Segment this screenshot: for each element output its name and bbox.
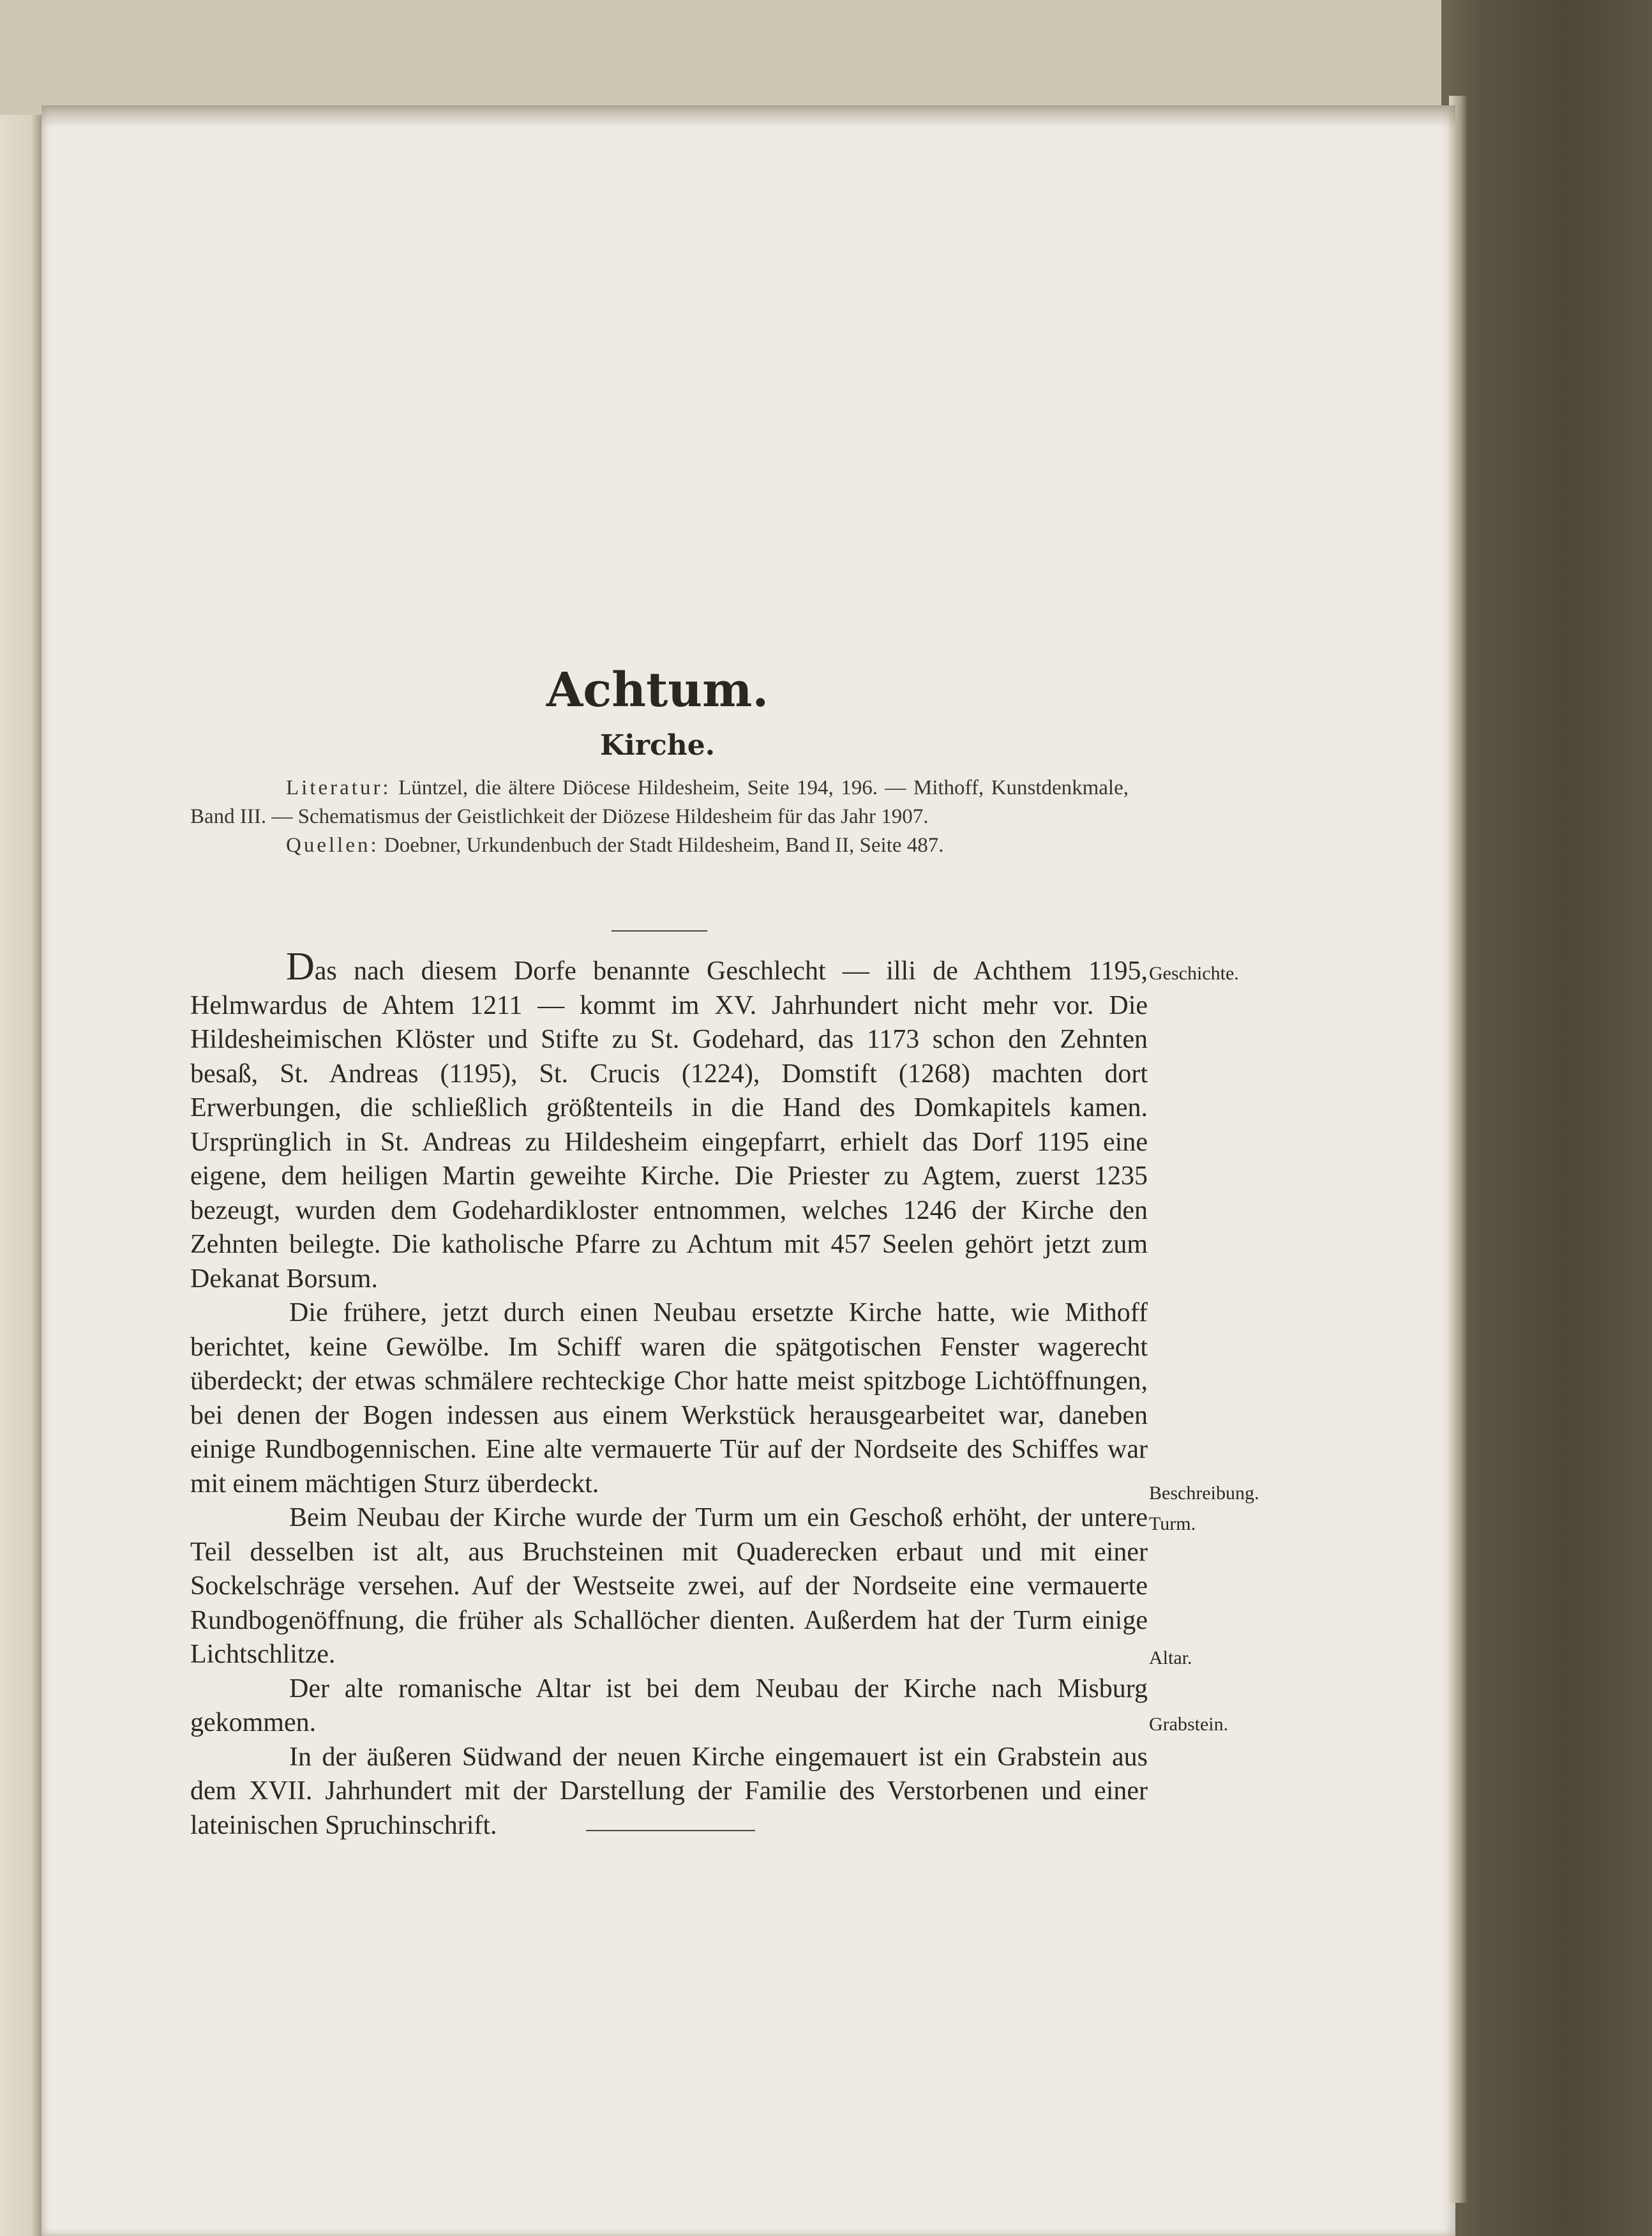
sources-text: Doebner, Urkundenbuch der Stadt Hildesheim, Band II, Seite 487. — [384, 834, 944, 857]
paragraph-history-text: as nach diesem Dorfe benannte Geschlecht — illi de Achthem 1195, Helmwardus de Ahtem 1211 — kommt im XV. Jahrhundert nicht mehr vor. Die Hildesheimischen Klöster und Stifte zu St. Godehard, das 1173 schon den Zehnten besaß, St. Andreas (1195), St. Crucis (1224), Domstift (1268) machten dort Erwerbungen, die schließlich größtenteils in die Hand des Domkapitels kamen. Ursprünglich in St. Andreas zu Hildesheim eingepfarrt, erhielt das Dorf 1195 eine eigene, dem heiligen Martin geweihte Kirche. Die Priester zu Agtem, zuerst 1235 bezeugt, wurden dem Godehardikloster entnommen, welches 1246 der Kirche den Zehnten beilegte. Die katholische Pfarre zu Achtum mit 457 Seelen gehört jetzt zum Dekanat Borsum. — [190, 956, 1148, 1294]
paragraph-gravestone: In der äußeren Südwand der neuen Kirche eingemauert ist ein Grabstein aus dem XVII. Jahrhundert mit der Darstellung der Familie des Verstorbenen und einer lateinischen Spruchinschrift. — [190, 1742, 1148, 1840]
literature-block — [190, 774, 1129, 860]
end-rule — [586, 1830, 755, 1831]
margin-note-beschreibung: Beschreibung. — [1149, 1483, 1259, 1504]
section-subtitle: Kirche. — [599, 729, 716, 762]
divider-rule — [612, 930, 707, 932]
paragraph-history — [190, 945, 1148, 1296]
margin-note-grabstein: Grabstein. — [1149, 1714, 1229, 1735]
page-edge — [1449, 96, 1468, 2203]
margin-note-turm: Turm. — [1149, 1513, 1196, 1534]
paragraph-altar: Der alte romanische Altar ist bei dem Neubau der Kirche nach Misburg gekommen. — [190, 1673, 1148, 1737]
literature-label: Literatur: — [286, 776, 391, 799]
drop-cap: D — [286, 945, 315, 988]
sources-label: Quellen: — [286, 834, 379, 857]
margin-note-geschichte: Geschichte. — [1149, 963, 1239, 984]
paragraph-description: Die frühere, jetzt durch einen Neubau ersetzte Kirche hatte, wie Mithoff berichtet, keine Gewölbe. Im Schiff waren die spätgotischen Fenster wagerecht überdeckt; der etwas schmälere rechteckige Chor hatte meist spitzboge Lichtöffnungen, bei denen der Bogen indessen aus einem Werkstück herausgearbeitet war, daneben einige Rundbogennischen. Eine alte vermauerte Tür auf der Nordseite des Schiffes war mit einem mächtigen Sturz überdeckt. — [190, 1298, 1148, 1499]
body-text — [190, 945, 1148, 1843]
sources-paragraph — [190, 831, 1129, 860]
margin-note-altar: Altar. — [1149, 1647, 1192, 1668]
page-title: Achtum. — [546, 663, 769, 718]
previous-page-edge — [0, 115, 45, 2236]
literature-paragraph — [190, 774, 1129, 831]
paragraph-tower: Beim Neubau der Kirche wurde der Turm um ein Geschoß erhöht, der untere Teil desselben ist alt, aus Bruchsteinen mit Quaderecken erbaut und mit einer Sockelschräge versehen. Auf der Westseite zwei, auf der Nordseite eine vermauerte Rundbogenöffnung, die früher als Schallöcher dienten. Außerdem hat der Turm einige Lichtschlitze. — [190, 1503, 1148, 1669]
page-shadow — [41, 105, 1455, 128]
literature-text: Lüntzel, die ältere Diöcese Hildesheim, Seite 194, 196. — Mithoff, Kunstdenkmale, Band III. — Schematismus der Geistlichkeit der Diözese Hildesheim für das Jahr 1907. — [190, 776, 1129, 828]
book-binding — [1441, 0, 1652, 2236]
